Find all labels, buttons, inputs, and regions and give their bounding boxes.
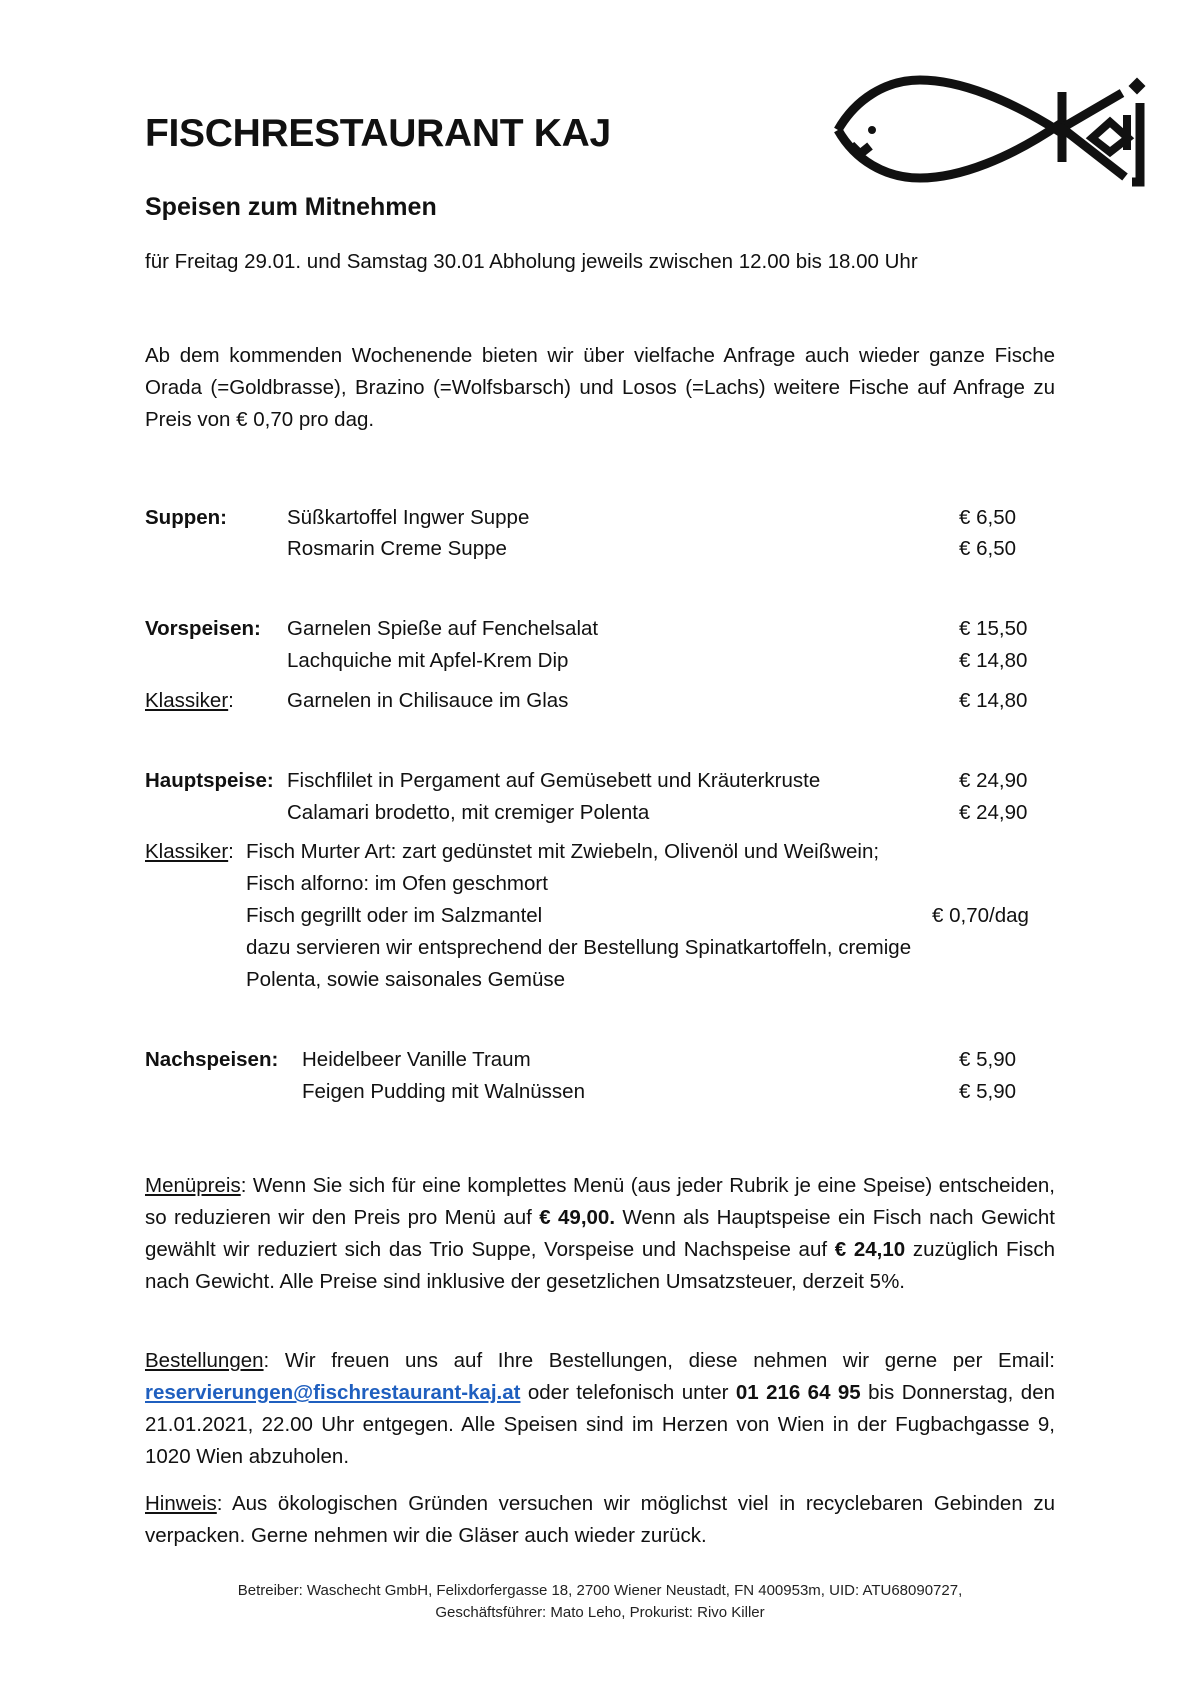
klassiker-label-text: Klassiker bbox=[145, 840, 229, 863]
hinweis-colon: : bbox=[216, 1492, 223, 1515]
intro-paragraph: Ab dem kommenden Wochenende bieten wir über vielfache Anfrage auch wieder ganze Fische Orada (=Goldbrasse), Brazino (=Wolfsbarsch) und Losos (=Lachs) weitere Fische auf Anfrage zu Preis von € 0,70 pro dag. bbox=[145, 344, 1055, 431]
menupreis-paragraph bbox=[145, 1170, 1055, 1298]
menu-item: Fischflilet in Pergament auf Gemüsebett und Kräuterkruste bbox=[287, 769, 821, 792]
menu-item-price: € 5,90 bbox=[959, 1080, 1016, 1103]
menupreis-text: Wenn Sie sich für eine komplettes Menü (aus jeder Rubrik je eine Speise) entscheiden, so reduzieren wir den Preis pro Menü auf bbox=[145, 1174, 1055, 1229]
section-label-hauptspeise: Hauptspeise: bbox=[145, 769, 274, 792]
bestellungen-text: bis Donnerstag, den 21.01.2021, 22.00 Uhr entgegen. Alle Speisen sind im Herzen von Wien in der Fugbachgasse 9, 1020 Wien abzuholen. bbox=[145, 1381, 1055, 1468]
klassiker-label-colon: : bbox=[228, 689, 234, 712]
pickup-dateline: für Freitag 29.01. und Samstag 30.01 Abholung jeweils zwischen 12.00 bis 18.00 Uhr bbox=[145, 250, 918, 273]
menu-item-price: € 6,50 bbox=[959, 506, 1016, 529]
footer-line: Geschäftsführer: Mato Leho, Prokurist: Rivo Killer bbox=[435, 1604, 765, 1621]
menu-item-price: € 6,50 bbox=[959, 537, 1016, 560]
klassiker-label-text: Klassiker bbox=[145, 689, 229, 712]
bestellungen-text: oder telefonisch unter bbox=[520, 1381, 736, 1404]
menu-item: Feigen Pudding mit Walnüssen bbox=[302, 1080, 585, 1103]
hinweis-label: Hinweis bbox=[145, 1492, 217, 1515]
menu-item-price: € 24,90 bbox=[959, 769, 1028, 792]
klassiker-line: Fisch Murter Art: zart gedünstet mit Zwiebeln, Olivenöl und Weißwein; bbox=[246, 840, 880, 863]
section-label-nachspeisen: Nachspeisen: bbox=[145, 1048, 279, 1071]
klassiker-label-colon: : bbox=[228, 840, 234, 863]
menupreis-text: Wenn als Hauptspeise ein Fisch nach Gewicht gewählt wir reduziert sich das Trio Suppe, Vorspeise und Nachspeise auf bbox=[145, 1206, 1055, 1261]
menu-item: Süßkartoffel Ingwer Suppe bbox=[287, 506, 530, 529]
footer-line: Betreiber: Waschecht GmbH, Felixdorfergasse 18, 2700 Wiener Neustadt, FN 400953m, UID: ATU68090727, bbox=[237, 1582, 963, 1599]
menu-item: Garnelen Spieße auf Fenchelsalat bbox=[287, 617, 599, 640]
page-title: FISCHRESTAURANT KAJ bbox=[145, 112, 611, 155]
menu-item-price: € 24,90 bbox=[959, 801, 1028, 824]
section-label-suppen: Suppen: bbox=[145, 506, 227, 529]
phone-number: 01 216 64 95 bbox=[735, 1381, 861, 1404]
menu-item-price: € 15,50 bbox=[959, 617, 1028, 640]
menu-item: Garnelen in Chilisauce im Glas bbox=[287, 689, 569, 712]
klassiker-line: dazu servieren wir entsprechend der Bestellung Spinatkartoffeln, cremige bbox=[246, 936, 912, 959]
bestellungen-text: Wir freuen uns auf Ihre Bestellungen, diese nehmen wir gerne per Email: bbox=[269, 1349, 1055, 1372]
bestellungen-label: Bestellungen bbox=[145, 1349, 264, 1372]
menupreis-text: zuzüglich Fisch nach Gewicht. Alle Preise sind inklusive der gesetzlichen Umsatzsteuer, derzeit 5%. bbox=[145, 1238, 1055, 1293]
klassiker-label-hauptspeise bbox=[145, 836, 234, 868]
section-label-vorspeisen: Vorspeisen: bbox=[145, 617, 261, 640]
fish-eye-icon bbox=[868, 126, 876, 134]
menupreis-label: Menüpreis bbox=[145, 1174, 241, 1197]
email-link[interactable]: reservierungen@fischrestaurant-kaj.at bbox=[145, 1381, 521, 1404]
menu-item: Lachquiche mit Apfel-Krem Dip bbox=[287, 649, 569, 672]
menu-item-price: € 5,90 bbox=[959, 1048, 1016, 1071]
klassiker-line: Fisch alforno: im Ofen geschmort bbox=[246, 872, 548, 895]
menu-item: Calamari brodetto, mit cremiger Polenta bbox=[287, 801, 650, 824]
bestellungen-colon: : bbox=[263, 1349, 270, 1372]
menu-price: € 49,00. bbox=[539, 1206, 616, 1229]
menu-item: Rosmarin Creme Suppe bbox=[287, 537, 507, 560]
klassiker-label-vorspeisen bbox=[145, 685, 234, 717]
menu-item-price: € 14,80 bbox=[959, 649, 1028, 672]
klassiker-line: Fisch gegrillt oder im Salzmantel bbox=[246, 904, 543, 927]
hinweis-paragraph bbox=[145, 1488, 1055, 1552]
trio-price: € 24,10 bbox=[834, 1238, 906, 1261]
menupreis-colon: : bbox=[240, 1174, 247, 1197]
page-subtitle: Speisen zum Mitnehmen bbox=[145, 193, 437, 221]
bestellungen-paragraph bbox=[145, 1345, 1055, 1473]
menu-item-price: € 0,70/dag bbox=[932, 904, 1029, 927]
hinweis-text: Aus ökologischen Gründen versuchen wir möglichst viel in recyclebaren Gebinden zu verpacken. Gerne nehmen wir die Gläser auch wieder zurück. bbox=[145, 1492, 1055, 1547]
menu-item: Heidelbeer Vanille Traum bbox=[302, 1048, 531, 1071]
fish-kaj-logo-icon bbox=[820, 70, 1150, 195]
footer bbox=[0, 1580, 1200, 1624]
menu-item-price: € 14,80 bbox=[959, 689, 1028, 712]
klassiker-line: Polenta, sowie saisonales Gemüse bbox=[246, 968, 566, 991]
